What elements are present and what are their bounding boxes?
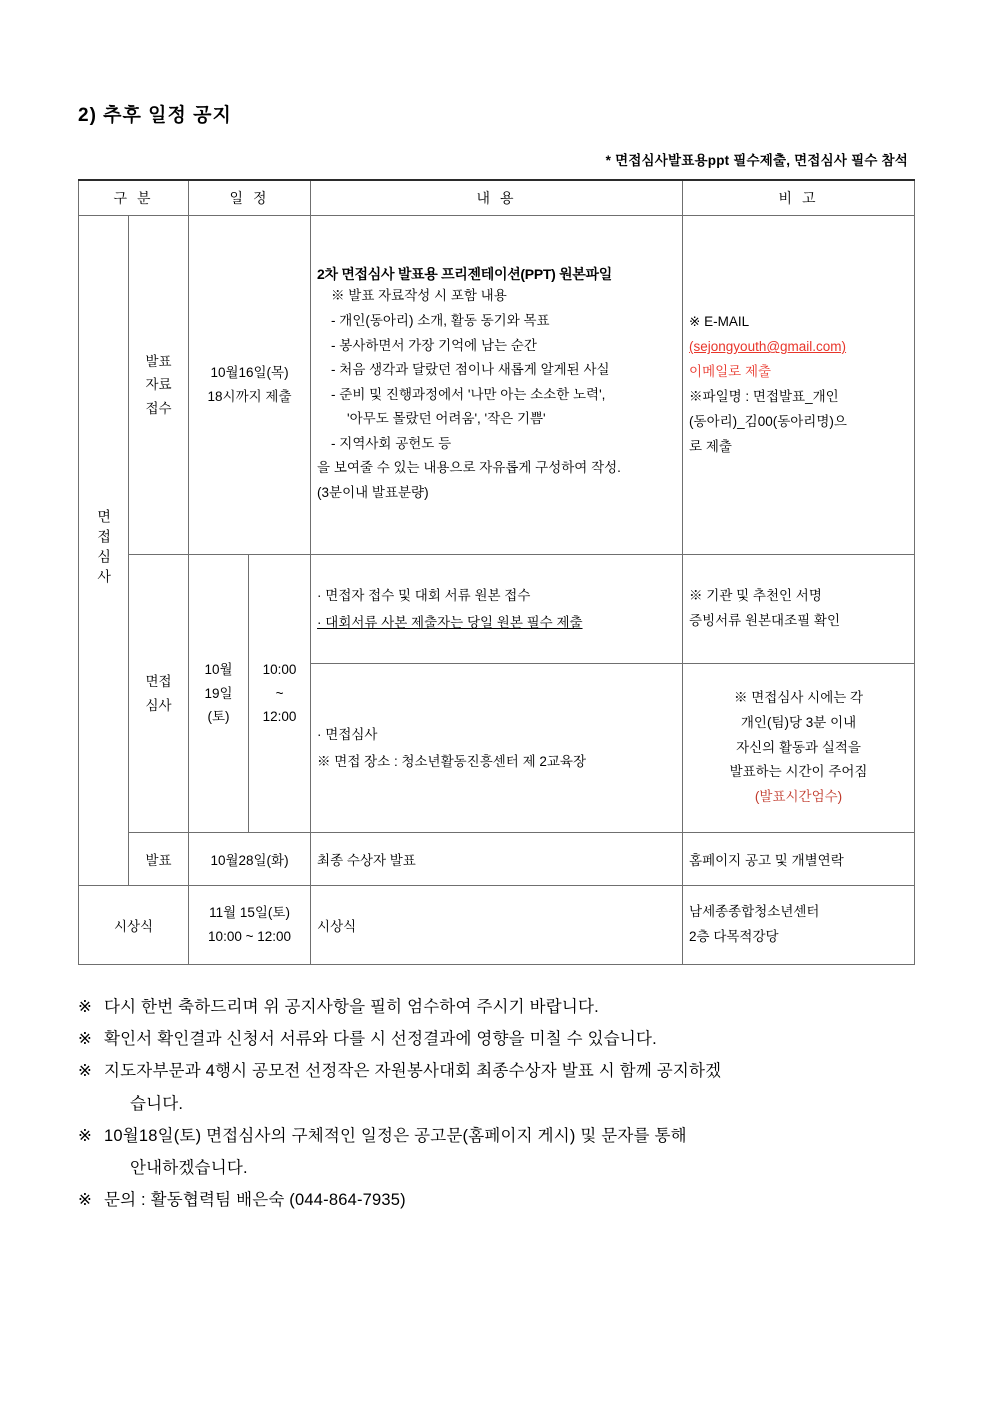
table-row bbox=[79, 216, 915, 555]
footnote-item: ※ 지도자부문과 4행시 공모전 선정작은 자원봉사대회 최종수상자 발표 시 함께 공지하겠 습니다. bbox=[78, 1062, 722, 1113]
cell-note-2b: ※ 면접심사 시에는 각 개인(팀)당 3분 이내 자신의 활동과 실적을 발표하는 시간이 주어짐 (발표시간엄수) bbox=[683, 664, 915, 833]
cell-note-2a: ※ 기관 및 추천인 서명 증빙서류 원본대조필 확인 bbox=[683, 555, 915, 664]
cell-content-2a: · 면접자 접수 및 대회 서류 원본 접수 · 대회서류 사본 제출자는 당일 원본 필수 제출 bbox=[311, 555, 683, 664]
header-date: 일 정 bbox=[189, 180, 311, 216]
footnotes bbox=[78, 991, 914, 1216]
cell-note-3: 홈페이지 공고 및 개별연락 bbox=[683, 833, 915, 886]
email-link[interactable]: (sejongyouth@gmail.com) bbox=[689, 339, 847, 355]
cell-category-2: 면접 심사 bbox=[129, 555, 189, 833]
cell-date-4: 11월 15일(토) 10:00 ~ 12:00 bbox=[189, 886, 311, 965]
schedule-table bbox=[78, 179, 915, 965]
cell-content-2b: · 면접심사 ※ 면접 장소 : 청소년활동진흥센터 제 2교육장 bbox=[311, 664, 683, 833]
cell-date-1: 10월16일(목) 18시까지 제출 bbox=[189, 216, 311, 555]
cell-note-4: 남세종종합청소년센터 2층 다목적강당 bbox=[683, 886, 915, 965]
cell-date-2: 10월 19일 (토) bbox=[189, 555, 249, 833]
footnote-item: ※ 문의 : 활동협력팀 배은숙 (044-864-7935) bbox=[78, 1191, 406, 1210]
cell-category-3: 발표 bbox=[129, 833, 189, 886]
header-content: 내 용 bbox=[311, 180, 683, 216]
header-note: 비 고 bbox=[683, 180, 915, 216]
footnote-item: ※ 10월18일(토) 면접심사의 구체적인 일정은 공고문(홈페이지 게시) 및 문자를 통해 안내하겠습니다. bbox=[78, 1126, 687, 1177]
footnote-item: ※ 확인서 확인결과 신청서 서류와 다를 시 선정결과에 영향을 미칠 수 있습니다. bbox=[78, 1030, 657, 1049]
page-title: 2) 추후 일정 공지 bbox=[78, 105, 232, 126]
top-note: * 면접심사발표용ppt 필수제출, 면접심사 필수 참석 bbox=[605, 153, 908, 168]
cell-category-1: 발표 자료 접수 bbox=[129, 216, 189, 555]
table-row bbox=[79, 555, 915, 664]
footnote-item: ※ 다시 한번 축하드리며 위 공지사항을 필히 엄수하여 주시기 바랍니다. bbox=[78, 998, 599, 1016]
row-group-label: 면접심사 bbox=[79, 216, 129, 886]
cell-content-3: 최종 수상자 발표 bbox=[311, 833, 683, 886]
cell-content-1: 2차 면접심사 발표용 프리젠테이션(PPT) 원본파일 ※ 발표 자료작성 시 포함 내용 - 개인(동아리) 소개, 활동 동기와 목표 - 봉사하면서 가장 기억에 남는 순간 - 처음 생각과 달랐던 점이나 새롭게 알게된 사실 - 준비 및 진행과정에서 '나만 아는 소소한 노력', '아무도 몰랐던 어려움', '작은 기쁨' - 지역사회 공헌도 등 을 보여줄 수 있는 내용으로 자유롭게 구성하여 작성. (3분이내 발표분량) bbox=[311, 216, 683, 555]
cell-content-4: 시상식 bbox=[311, 886, 683, 965]
table-row bbox=[79, 886, 915, 965]
cell-note-1: ※ E-MAIL (sejongyouth@gmail.com) 이메일로 제출 ※파일명 : 면접발표_개인 (동아리)_김00(동아리명)으 로 제출 bbox=[683, 216, 915, 555]
table-row bbox=[79, 833, 915, 886]
cell-time-2: 10:00 ~ 12:00 bbox=[249, 555, 311, 833]
table-header-row bbox=[79, 180, 915, 216]
cell-category-4: 시상식 bbox=[79, 886, 189, 965]
header-category: 구 분 bbox=[79, 180, 189, 216]
cell-date-3: 10월28일(화) bbox=[189, 833, 311, 886]
